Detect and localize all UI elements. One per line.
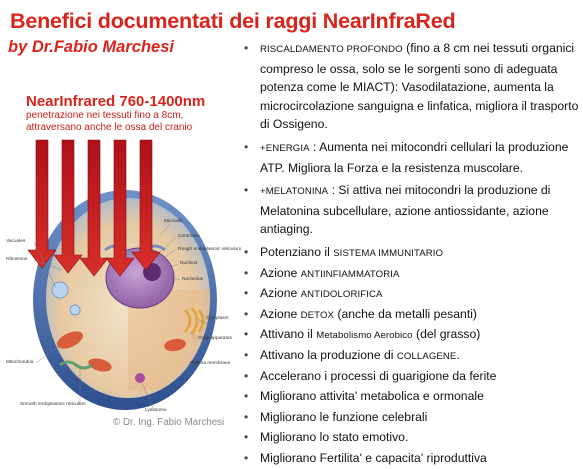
benefit-keyword: SISTEMA IMMUNITARIO bbox=[333, 247, 444, 259]
benefit-keyword: ANTIINFIAMMATORIA bbox=[300, 268, 400, 280]
benefit-detail: (anche da metalli pesanti) bbox=[334, 306, 477, 321]
benefit-text: Azione bbox=[260, 265, 301, 280]
label-mitochondria: Mitochondria bbox=[6, 360, 34, 365]
bullet-dot-icon: • bbox=[244, 409, 249, 424]
bullet-dot-icon: • bbox=[244, 244, 249, 259]
label-cytoplasm: Cytoplasm bbox=[206, 316, 229, 321]
infrared-note-1: penetrazione nei tessuti fino a 8cm, bbox=[26, 110, 184, 121]
bullet-dot-icon: • bbox=[244, 286, 249, 301]
benefit-item bbox=[241, 325, 579, 346]
infrared-note-2: attraversano anche le ossa del cranio bbox=[26, 122, 193, 133]
bullet-dot-icon: • bbox=[244, 347, 249, 362]
bullet-dot-icon: • bbox=[244, 430, 249, 445]
page-title: Benefici documentati dei raggi NearInfraRed bbox=[10, 9, 456, 33]
benefit-item bbox=[241, 305, 579, 326]
infrared-caption bbox=[26, 93, 231, 134]
bullet-dot-icon: • bbox=[244, 139, 249, 154]
vacuole-2 bbox=[70, 305, 80, 315]
benefit-detail: . bbox=[456, 347, 460, 362]
benefit-keyword: +ENERGIA bbox=[260, 142, 310, 154]
cell-illustration bbox=[0, 140, 250, 430]
label-centrioles: Centrioles bbox=[178, 234, 200, 239]
benefit-detail: : Si attiva nei mitocondri la produzione di Melatonina subcellulare, azione antiossidante, azione antiaging. bbox=[260, 183, 551, 237]
benefit-item bbox=[241, 264, 579, 285]
benefit-text: Potenziano il bbox=[260, 244, 334, 259]
bullet-dot-icon: • bbox=[244, 265, 249, 280]
benefit-keyword: RISCALDAMENTO PROFONDO bbox=[260, 44, 403, 55]
label-nucleus: Nucleus bbox=[180, 261, 198, 266]
label-nucleolus: Nucleolus bbox=[182, 277, 204, 282]
benefit-item bbox=[241, 138, 579, 177]
benefit-text: Attivano la produzione di bbox=[260, 347, 397, 362]
benefit-keyword: Metabolismo Aerobico bbox=[316, 330, 413, 342]
benefit-item bbox=[241, 181, 579, 239]
benefit-item bbox=[241, 243, 579, 264]
label-ribosome: Ribosome bbox=[6, 257, 28, 262]
copyright-notice: © Dr. Ing. Fabio Marchesi bbox=[113, 417, 225, 428]
label-lysosome: Lysosome bbox=[145, 408, 167, 413]
lysosome-shape bbox=[135, 373, 145, 383]
benefit-item bbox=[241, 428, 579, 449]
benefit-item bbox=[241, 39, 579, 134]
benefit-keyword: ANTIDOLORIFICA bbox=[300, 289, 383, 301]
benefit-keyword: DETOX bbox=[300, 309, 335, 321]
author-line: by Dr.Fabio Marchesi bbox=[8, 38, 174, 56]
label-golgi: Golgi apparatus bbox=[198, 336, 232, 341]
benefit-detail: (fino a 8 cm nei tessuti organici compreso le ossa, solo se le sorgenti sono di adeguata potenza come le MIACT): Vasodilatazione, aumenta la microcircolazione sanguigna e linfatica, migliora il trasporto di Ossigeno. bbox=[260, 41, 579, 132]
benefit-text: Attivano il bbox=[260, 327, 317, 342]
benefit-keyword: +MELATONINA bbox=[260, 186, 329, 198]
bullet-dot-icon: • bbox=[244, 368, 249, 383]
label-microvilli: Microvilli bbox=[164, 219, 183, 224]
benefit-keyword: COLLAGENE bbox=[396, 350, 457, 362]
label-rough-er: Rough endoplasmic reticulum bbox=[178, 247, 242, 252]
bullet-dot-icon: • bbox=[244, 389, 249, 404]
benefit-detail: : Aumenta nei mitocondri cellulari la produzione ATP. Migliora la Forza e la resistenza muscolare. bbox=[260, 139, 569, 175]
label-plasma-membrane: Plasma membrane bbox=[190, 361, 231, 366]
benefit-item bbox=[241, 408, 579, 429]
benefit-item bbox=[241, 449, 579, 469]
benefit-text: Migliorano attivita' metabolica e ormonale bbox=[260, 389, 484, 404]
benefit-text: Migliorano lo stato emotivo. bbox=[260, 430, 409, 445]
benefit-detail: (del grasso) bbox=[412, 327, 481, 342]
benefit-text: Migliorano Fertilita' e capacita' riproduttiva bbox=[260, 450, 487, 465]
infrared-arrows bbox=[28, 140, 160, 276]
benefits-list bbox=[241, 39, 579, 469]
benefit-item bbox=[241, 387, 579, 408]
benefit-item bbox=[241, 367, 579, 388]
cell-diagram bbox=[0, 140, 250, 430]
benefit-text: Azione bbox=[260, 306, 301, 321]
bullet-dot-icon: • bbox=[244, 183, 249, 198]
bullet-dot-icon: • bbox=[244, 327, 249, 342]
infrared-heading: NearInfrared 760-1400nm bbox=[26, 93, 206, 110]
benefit-item bbox=[241, 346, 579, 367]
label-smooth-er: Smooth endoplasmic reticulum bbox=[20, 402, 86, 407]
benefit-text: Migliorano le funzione celebrali bbox=[260, 409, 428, 424]
benefit-text: Azione bbox=[260, 286, 301, 301]
label-vacuoles: Vacuoles bbox=[6, 239, 26, 244]
bullet-dot-icon: • bbox=[244, 306, 249, 321]
benefit-text: Accelerano i processi di guarigione da ferite bbox=[260, 368, 497, 383]
bullet-dot-icon: • bbox=[244, 41, 249, 55]
benefit-item bbox=[241, 284, 579, 305]
bullet-dot-icon: • bbox=[244, 450, 249, 465]
